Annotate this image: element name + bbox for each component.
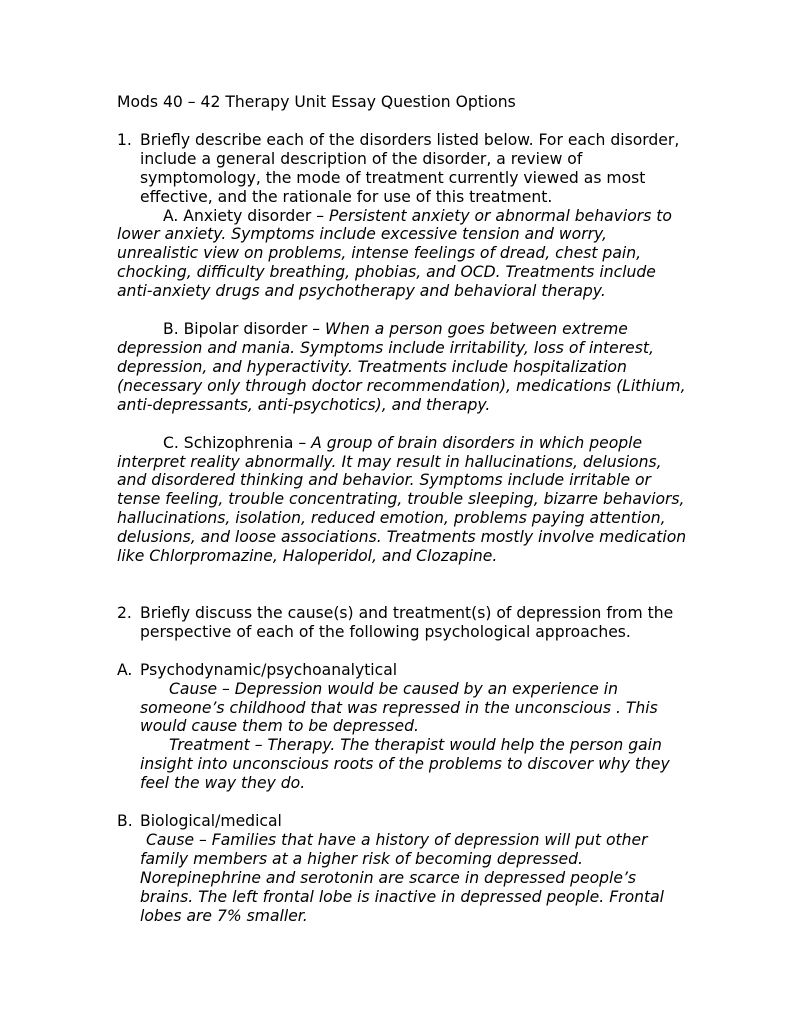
approach-a-treatment — [140, 736, 687, 793]
approach-b-name: Biological/medical — [140, 812, 282, 831]
disorder-schizophrenia-label: C. Schizophrenia – — [163, 433, 312, 452]
disorder-anxiety — [117, 207, 687, 302]
question-1-text: Briefly describe each of the disorders listed below. For each disorder, include a general description of the disorder, a review of symptomology, the mode of treatment currently viewed as most effective, and the rationale for use of this treatment. — [140, 130, 680, 206]
approach-a-body — [117, 680, 687, 793]
approach-a-treatment-text: Treatment – Therapy. The therapist would help the person gain insight into unconscious roots of the problems to discover why they feel the way they do. — [140, 736, 670, 793]
approach-a-heading — [117, 661, 687, 680]
disorder-bipolar — [117, 320, 687, 415]
disorder-schizophrenia — [117, 434, 687, 566]
approach-b-heading — [117, 812, 687, 831]
question-2-number: 2. — [117, 603, 132, 622]
document-page — [117, 93, 687, 926]
approach-b-cause-text: Cause – Families that have a history of depression will put other family members at a higher risk of becoming depressed. Norepinephrine and serotonin are scarce in depressed people’s brains. The left frontal lobe is inactive in depressed people. Frontal lobes are 7% smaller. — [140, 831, 664, 925]
question-1-number: 1. — [117, 130, 132, 149]
approach-a-cause-text: Cause – Depression would be caused by an experience in someone’s childhood that was repressed in the unconscious . This would cause them to be depressed. — [140, 679, 658, 736]
approach-b-body — [117, 831, 687, 926]
approach-b-letter: B. — [117, 812, 133, 831]
question-1 — [117, 131, 687, 207]
disorder-anxiety-label: A. Anxiety disorder – — [163, 206, 329, 225]
disorder-bipolar-label: B. Bipolar disorder – — [163, 320, 325, 339]
question-2-text: Briefly discuss the cause(s) and treatment(s) of depression from the perspective of each of the following psychological approaches. — [140, 603, 674, 641]
approach-a-letter: A. — [117, 660, 133, 679]
approach-a-cause — [140, 680, 687, 737]
question-2 — [117, 604, 687, 642]
disorder-anxiety-answer: Persistent anxiety or abnormal behaviors to lower anxiety. Symptoms include excessive tension and worry, unrealistic view on problems, intense feelings of dread, chest pain, chocking, difficulty breathing, phobias, and OCD. Treatments include anti-anxiety drugs and psychotherapy and behavioral therapy. — [117, 206, 672, 301]
approach-b-cause — [140, 831, 687, 926]
disorder-schizophrenia-answer: A group of brain disorders in which people interpret reality abnormally. It may result in hallucinations, delusions, and disordered thinking and behavior. Symptoms include irritable or tense feeling, trouble concentrating, trouble sleeping, bizarre behaviors, hallucinations, isolation, reduced emotion, problems paying attention, delusions, and loose associations. Treatments mostly involve medication like Chlorpromazine, Haloperidol, and Clozapine. — [117, 433, 687, 566]
disorder-bipolar-answer: When a person goes between extreme depression and mania. Symptoms include irritability, loss of interest, depression, and hyperactivity. Treatments include hospitalization (necessary only through doctor recommendation), medications (Lithium, anti-depressants, anti-psychotics), and therapy. — [117, 320, 686, 414]
document-title: Mods 40 – 42 Therapy Unit Essay Question Options — [117, 93, 516, 111]
approach-a-name: Psychodynamic/psychoanalytical — [140, 660, 398, 679]
